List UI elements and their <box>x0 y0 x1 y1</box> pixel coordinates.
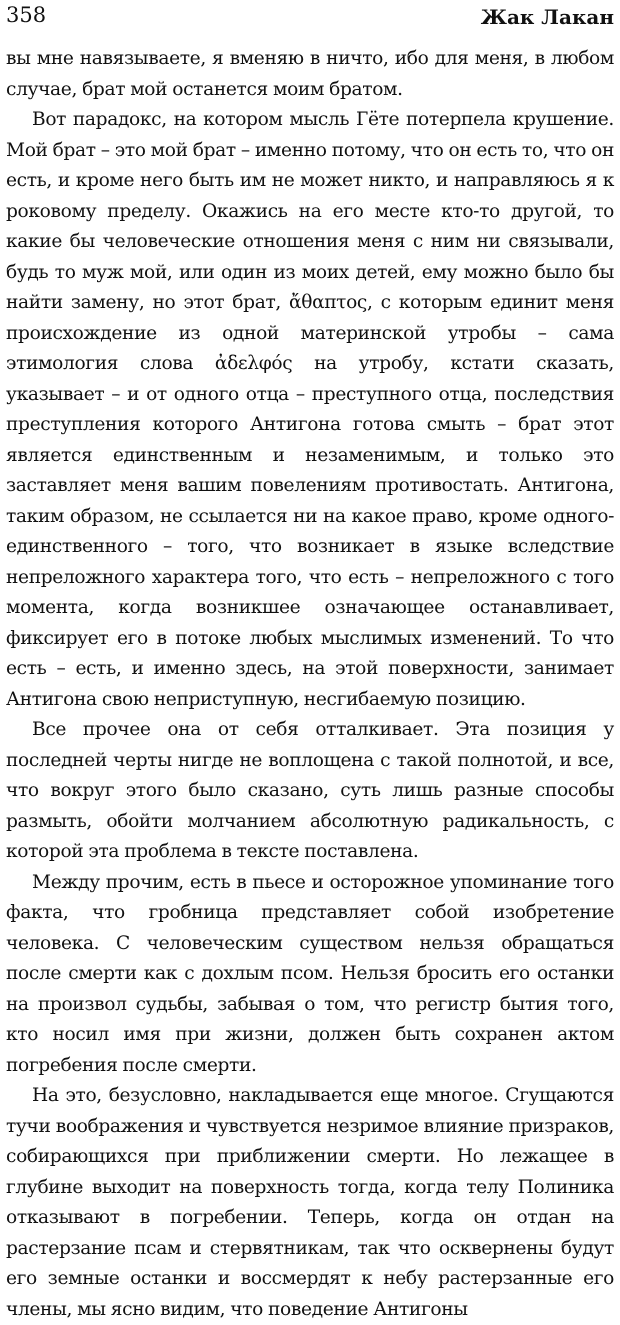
body-text <box>6 44 614 1325</box>
paragraph: Между прочим, есть в пьесе и осторожное упоминание того факта, что гробница представляет собой изобретение человека. С человеческим существом нельзя обращаться после смерти как с дохлым псом. Нельзя бросить его останки на произвол судьбы, забывая о том, что регистр бытия того, кто носил имя при жизни, должен быть сохранен актом погребения после смерти. <box>6 871 614 1076</box>
running-head <box>6 2 614 32</box>
running-head-author: Жак Лакан <box>480 5 614 29</box>
page-number: 358 <box>6 3 47 27</box>
paragraph: Вот парадокс, на котором мысль Гёте потерпела крушение. Мой брат – это мой брат – именно потому, что он есть то, что он есть, и кроме него быть им не может никто, и направляюсь я к роковому пределу. Окажись на его месте кто-то другой, то какие бы человеческие отношения меня с ним ни связывали, будь то муж мой, или один из моих детей, ему можно было бы найти замену, но этот брат, ἄθαπτος, с которым единит меня происхождение из одной материнской утробы – сама этимология слова ἀδελφός на утробу, кстати сказать, указывает – и от одного отца – преступного отца, последствия преступления которого Антигона готова смыть – брат этот является единственным и незаменимым, и только это заставляет меня вашим повелениям противостать. Антигона, таким образом, не ссылается ни на какое право, кроме одного-единственного – того, что возникает в языке вследствие непреложного характера того, что есть – непреложного с того момента, когда возникшее означающее останавливает, фиксирует его в потоке любых мыслимых изменений. То что есть – есть, и именно здесь, на этой поверхности, занимает Антигона свою неприступную, несгибаемую позицию. <box>6 109 614 710</box>
paragraph: Все прочее она от себя отталкивает. Эта позиция у последней черты нигде не воплощена с такой полнотой, и все, что вокруг этого было сказано, суть лишь разные способы размыть, обойти молчанием абсолютную радикальность, с которой эта проблема в тексте поставлена. <box>6 719 614 862</box>
paragraph: На это, безусловно, накладывается еще многое. Сгущаются тучи воображения и чувствуется незримое влияние призраков, собирающихся при приближении смерти. Но лежащее в глубине выходит на поверхность тогда, когда телу Полиника отказывают в погребении. Теперь, когда он отдан на растерзание псам и стервятникам, так что осквернены будут его земные останки и воссмердят к небу растерзанные его члены, мы ясно видим, что поведение Антигоны <box>6 1085 614 1320</box>
paragraph-continued: вы мне навязываете, я вменяю в ничто, ибо для меня, в любом случае, брат мой останется моим братом. <box>6 48 614 100</box>
